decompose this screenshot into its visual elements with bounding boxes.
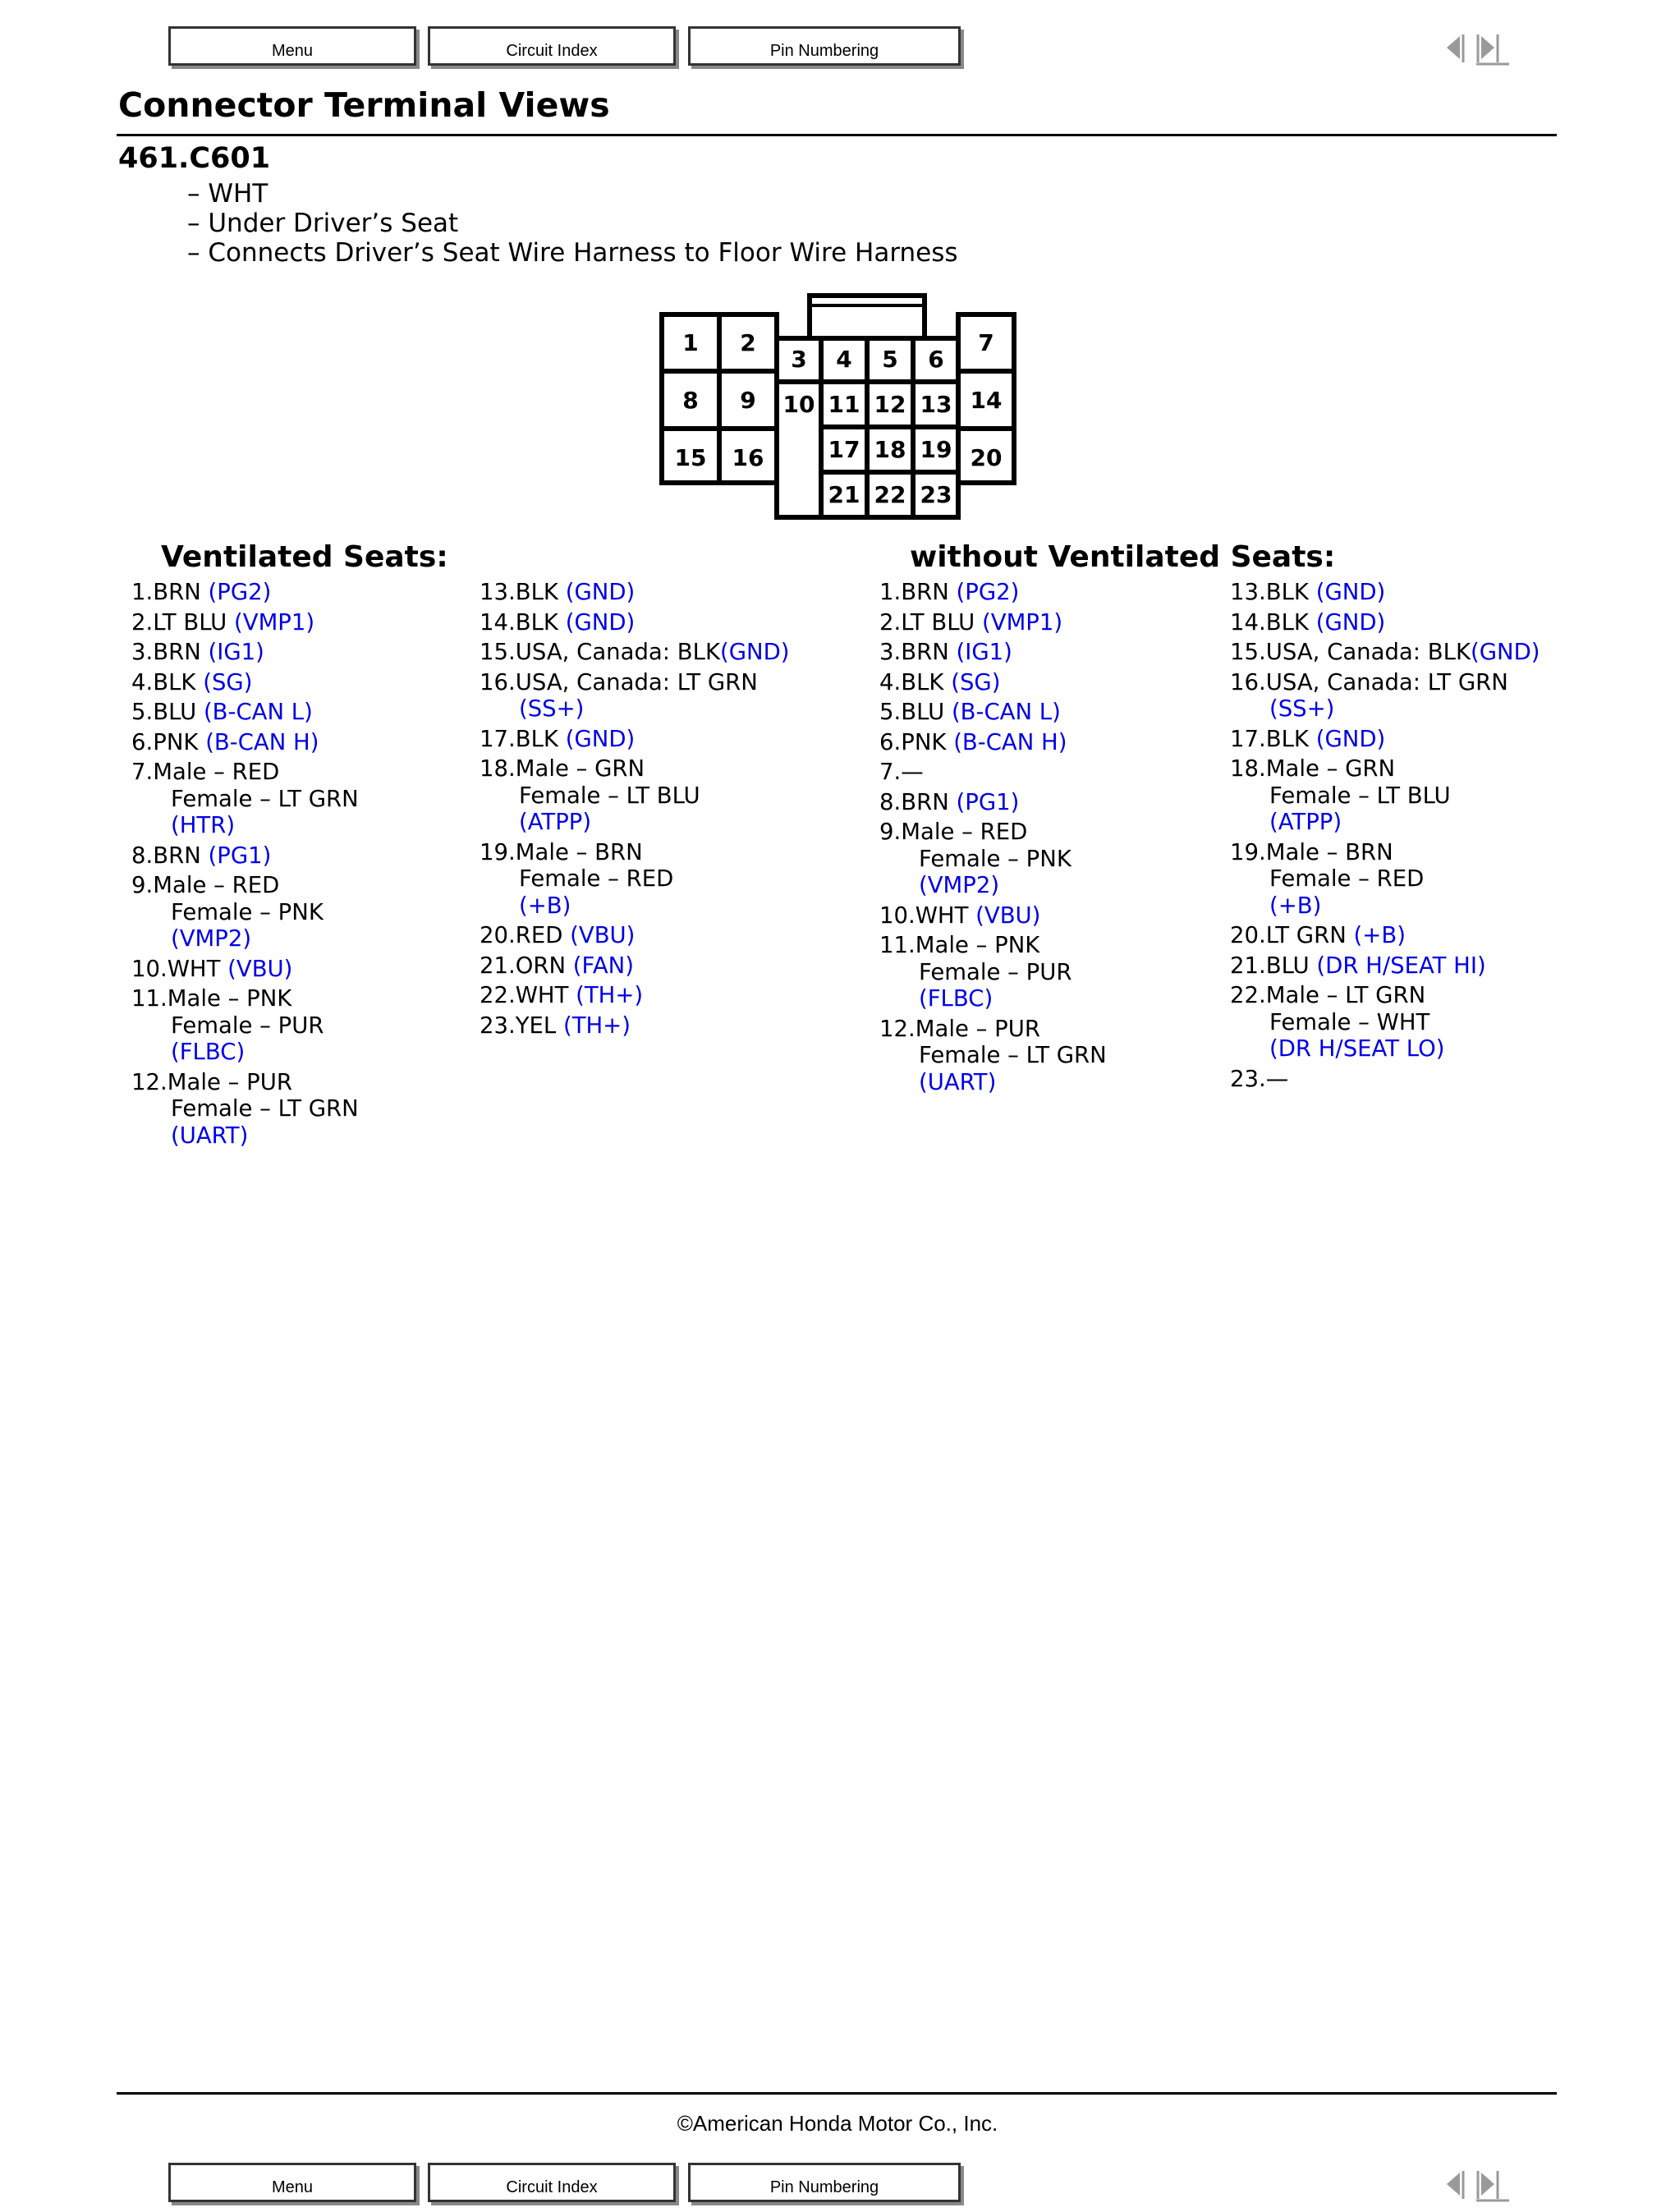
page-navigation-arrows xyxy=(1443,2166,1512,2204)
signal-name: (GND) xyxy=(558,725,636,752)
pin-number: 21. xyxy=(1230,952,1266,979)
signal-name: (ATPP) xyxy=(1269,809,1342,835)
pin-entry xyxy=(131,639,501,666)
signal-name: (FAN) xyxy=(566,952,634,979)
wire-color: PNK xyxy=(901,728,947,755)
pin-10-label: 10 xyxy=(782,391,815,418)
pin-number: 21. xyxy=(480,952,516,979)
pin-entry xyxy=(131,609,501,636)
without-ventilated-pins-13-23 xyxy=(1230,579,1599,1095)
pin-entry xyxy=(879,902,1249,929)
signal-name: (B-CAN L) xyxy=(944,699,1061,725)
pin-number: 4. xyxy=(131,668,154,695)
pin-entry xyxy=(131,1069,501,1150)
pin-number: 11. xyxy=(879,932,916,958)
wire-color: Male – PUR xyxy=(167,1068,292,1095)
pin-number: 17. xyxy=(480,725,516,752)
pin-7-label: 7 xyxy=(978,329,994,356)
pin-5-label: 5 xyxy=(882,346,898,373)
pin-8-label: 8 xyxy=(682,387,699,414)
female-wire-color: Female – LT BLU xyxy=(519,782,700,809)
female-wire-color: Female – LT GRN xyxy=(171,785,359,812)
pin-number: 23. xyxy=(480,1012,516,1039)
wire-color: Male – BRN xyxy=(1265,838,1393,865)
pin-entry xyxy=(879,759,1249,786)
pin-entry xyxy=(1230,579,1599,606)
wire-color: USA, Canada: LT GRN xyxy=(515,668,758,695)
wire-color: Male – PUR xyxy=(915,1015,1040,1042)
pin-14-label: 14 xyxy=(970,387,1003,414)
pin-entry xyxy=(879,699,1249,726)
pin-number: 3. xyxy=(131,639,154,665)
pin-18-label: 18 xyxy=(874,436,906,463)
wire-color: Male – BRN xyxy=(515,838,643,865)
pin-entry xyxy=(480,579,849,606)
wire-color: BLK xyxy=(901,668,944,695)
female-wire-color: Female – PNK xyxy=(171,898,324,925)
female-wire-color: Female – RED xyxy=(519,865,674,892)
pin-number: 6. xyxy=(131,728,154,755)
pin-number: 13. xyxy=(480,579,516,605)
wire-color: RED xyxy=(515,922,563,948)
signal-name: (VBU) xyxy=(562,922,636,948)
wire-color: USA, Canada: LT GRN xyxy=(1265,668,1508,695)
pin-entry xyxy=(1230,952,1599,980)
pin-entry xyxy=(879,669,1249,696)
pin-numbering-button[interactable]: Pin Numbering xyxy=(688,26,961,66)
signal-name: (VMP2) xyxy=(919,872,1000,898)
signal-name: (UART) xyxy=(171,1122,249,1149)
pin-entry xyxy=(131,842,501,870)
pin-number: 22. xyxy=(1230,982,1266,1008)
signal-name: (FLBC) xyxy=(919,985,994,1012)
wire-color: LT GRN xyxy=(1265,922,1347,948)
signal-name: (ATPP) xyxy=(519,809,592,835)
signal-name: (PG1) xyxy=(200,842,272,869)
wire-color: BLU xyxy=(153,699,197,725)
pin-9-label: 9 xyxy=(740,387,756,414)
pin-entry xyxy=(1230,669,1599,723)
signal-name: (DR H/SEAT LO) xyxy=(1269,1035,1445,1062)
pin-number: 17. xyxy=(1230,725,1266,752)
signal-name: (HTR) xyxy=(171,812,236,838)
pin-number: 7. xyxy=(131,759,154,785)
wire-color: Male – RED xyxy=(901,819,1028,845)
circuit-index-button[interactable]: Circuit Index xyxy=(428,26,676,66)
signal-name: (IG1) xyxy=(200,639,264,665)
pin-number: 6. xyxy=(879,728,902,755)
signal-name: (SS+) xyxy=(1269,695,1335,722)
female-wire-color: Female – LT GRN xyxy=(171,1095,359,1122)
pin-entry xyxy=(480,1012,849,1039)
pin-17-label: 17 xyxy=(828,436,860,463)
menu-button[interactable]: Menu xyxy=(168,26,416,66)
pin-number: 9. xyxy=(879,819,902,845)
pin-entry xyxy=(131,872,501,952)
wire-color: BRN xyxy=(901,639,949,665)
connector-color: – WHT xyxy=(187,179,268,209)
wire-color: BLU xyxy=(1265,952,1310,979)
pin-number: 9. xyxy=(131,872,154,898)
signal-name: (B-CAN L) xyxy=(196,699,313,725)
pin-entry xyxy=(879,932,1249,1012)
pin-13-label: 13 xyxy=(920,391,952,418)
pin-2-label: 2 xyxy=(740,329,756,356)
previous-page-icon[interactable] xyxy=(1447,2171,1463,2199)
pin-4-label: 4 xyxy=(836,346,852,373)
pin-entry xyxy=(879,639,1249,666)
pin-number: 5. xyxy=(131,699,154,725)
signal-name: (PG1) xyxy=(948,788,1020,815)
signal-name: (VMP1) xyxy=(227,608,315,636)
wire-color: BRN xyxy=(153,639,201,665)
signal-name: (DR H/SEAT HI) xyxy=(1309,952,1486,979)
pin-entry xyxy=(879,729,1249,756)
pin-number: 13. xyxy=(1230,579,1266,605)
pin-entry xyxy=(1230,839,1599,920)
signal-name: (TH+) xyxy=(556,1012,631,1039)
ventilated-pins-13-23 xyxy=(480,579,849,1042)
pin-entry xyxy=(480,839,849,920)
signal-name: (GND) xyxy=(1471,639,1540,665)
pin-entry xyxy=(131,699,501,726)
female-wire-color: Female – PUR xyxy=(919,958,1072,985)
pin-entry xyxy=(131,956,501,983)
copyright: ©American Honda Motor Co., Inc. xyxy=(677,2111,998,2136)
pin-number: 20. xyxy=(1230,922,1266,948)
pin-3-label: 3 xyxy=(791,346,807,373)
ventilated-seats-heading: Ventilated Seats: xyxy=(161,540,448,574)
wire-color: ORN xyxy=(515,952,567,979)
signal-name: (PG2) xyxy=(948,579,1020,605)
pin-entry xyxy=(879,609,1249,636)
wire-color: USA, Canada: BLK xyxy=(1265,639,1471,665)
pin-21-label: 21 xyxy=(828,481,860,508)
pin-numbering-button[interactable]: Pin Numbering xyxy=(688,2163,961,2202)
pin-entry xyxy=(131,729,501,756)
pin-12-label: 12 xyxy=(874,391,906,418)
connector-location: – Under Driver’s Seat xyxy=(187,209,459,238)
pin-entry xyxy=(1230,609,1599,636)
pin-entry xyxy=(480,922,849,949)
pin-number: 8. xyxy=(131,842,154,869)
wire-color: BLK xyxy=(515,608,558,636)
wire-color: Male – RED xyxy=(153,872,280,898)
signal-name: (B-CAN H) xyxy=(946,728,1067,755)
pin-number: 7. xyxy=(879,759,902,785)
female-wire-color: Female – RED xyxy=(1269,865,1425,892)
wire-color: Male – GRN xyxy=(1265,755,1396,782)
ventilated-pins-1-12 xyxy=(131,579,501,1152)
female-wire-color: Female – PUR xyxy=(171,1012,324,1039)
wire-color: BLK xyxy=(515,725,558,752)
pin-number: 4. xyxy=(879,668,902,695)
wire-color: PNK xyxy=(153,728,199,755)
next-page-icon[interactable] xyxy=(1476,2171,1509,2201)
pin-entry xyxy=(879,1016,1249,1096)
wire-color: BRN xyxy=(153,842,201,869)
wire-color: BLU xyxy=(901,699,945,725)
pin-22-label: 22 xyxy=(874,481,906,508)
page-title: Connector Terminal Views xyxy=(118,85,610,125)
without-ventilated-pins-1-12 xyxy=(879,579,1249,1099)
pin-20-label: 20 xyxy=(970,444,1003,471)
female-wire-color: Female – LT BLU xyxy=(1269,782,1451,809)
signal-name: (GND) xyxy=(1308,725,1386,752)
pin-entry xyxy=(1230,922,1599,949)
pin-number: 19. xyxy=(1230,838,1266,865)
signal-name: (SG) xyxy=(195,668,253,695)
wire-color: WHT xyxy=(167,955,221,982)
signal-name: (PG2) xyxy=(200,579,272,605)
wire-color: Male – RED xyxy=(153,759,280,785)
pin-entry xyxy=(131,759,501,839)
pin-23-label: 23 xyxy=(920,481,952,508)
pin-1-label: 1 xyxy=(682,329,699,356)
pin-entry xyxy=(879,579,1249,606)
pin-number: 12. xyxy=(131,1068,168,1095)
pin-number: 15. xyxy=(1230,639,1266,665)
bottom-navigation xyxy=(0,2163,1675,2212)
pin-15-label: 15 xyxy=(674,444,707,471)
signal-name: (VBU) xyxy=(220,955,293,982)
wire-color: BLK xyxy=(1265,725,1309,752)
pin-number: 3. xyxy=(879,639,902,665)
signal-name: (+B) xyxy=(1346,922,1406,948)
menu-button[interactable]: Menu xyxy=(168,2163,416,2202)
wire-color: Male – PNK xyxy=(915,932,1040,958)
signal-name: (+B) xyxy=(1269,892,1322,919)
wire-color: Male – PNK xyxy=(167,985,292,1012)
wire-color: LT BLU xyxy=(901,608,975,636)
pin-number: 10. xyxy=(131,955,168,982)
signal-name: (GND) xyxy=(558,579,636,605)
signal-name: (FLBC) xyxy=(171,1039,246,1065)
wire-color: WHT xyxy=(515,982,569,1008)
pin-number: 1. xyxy=(879,579,902,605)
pin-entry xyxy=(879,789,1249,816)
pin-entry xyxy=(480,982,849,1009)
pin-16-label: 16 xyxy=(732,444,764,471)
pin-entry xyxy=(1230,726,1599,753)
wire-color: — xyxy=(901,759,924,785)
signal-name: (GND) xyxy=(720,639,790,665)
wire-color: — xyxy=(1265,1065,1289,1092)
pin-entry xyxy=(1230,755,1599,836)
pin-entry xyxy=(480,755,849,836)
connector-id: 461.C601 xyxy=(118,142,271,175)
signal-name: (IG1) xyxy=(948,639,1012,665)
pin-11-label: 11 xyxy=(828,391,860,418)
pin-entry xyxy=(480,726,849,753)
circuit-index-button[interactable]: Circuit Index xyxy=(428,2163,676,2202)
pin-entry xyxy=(131,669,501,696)
signal-name: (B-CAN H) xyxy=(198,728,319,755)
female-wire-color: Female – WHT xyxy=(1269,1008,1430,1035)
pin-entry xyxy=(480,952,849,980)
pin-number: 14. xyxy=(480,608,516,636)
pin-number: 5. xyxy=(879,699,902,725)
pin-number: 14. xyxy=(1230,608,1266,636)
wire-color: USA, Canada: BLK xyxy=(515,639,720,665)
pin-number: 10. xyxy=(879,902,916,929)
wire-color: BLK xyxy=(515,579,558,605)
pin-entry xyxy=(480,609,849,636)
pin-number: 8. xyxy=(879,788,902,815)
pin-entry xyxy=(1230,639,1599,666)
wire-color: BRN xyxy=(901,579,949,605)
signal-name: (UART) xyxy=(919,1068,997,1095)
pin-number: 12. xyxy=(879,1015,916,1042)
pin-entry xyxy=(879,819,1249,899)
pin-number: 11. xyxy=(131,985,168,1012)
pin-19-label: 19 xyxy=(920,436,952,463)
signal-name: (TH+) xyxy=(568,982,644,1008)
pin-entry xyxy=(1230,1066,1599,1093)
pin-6-label: 6 xyxy=(928,346,944,373)
pin-number: 20. xyxy=(480,922,516,948)
connector-diagram xyxy=(0,0,1675,575)
pin-number: 16. xyxy=(480,668,516,695)
connector-lock-tab xyxy=(810,296,925,338)
signal-name: (VBU) xyxy=(968,902,1041,929)
footer-divider xyxy=(117,2092,1557,2095)
pin-entry xyxy=(131,579,501,606)
pin-number: 22. xyxy=(480,982,516,1008)
signal-name: (GND) xyxy=(558,608,636,636)
wire-color: LT BLU xyxy=(153,608,227,636)
without-ventilated-seats-heading: without Ventilated Seats: xyxy=(910,540,1336,574)
signal-name: (SS+) xyxy=(519,695,585,722)
pin-entry xyxy=(1230,982,1599,1062)
pin-entry xyxy=(131,985,501,1066)
signal-name: (VMP1) xyxy=(975,608,1063,636)
signal-name: (+B) xyxy=(519,892,571,919)
pin-number: 16. xyxy=(1230,668,1266,695)
wire-color: Male – LT GRN xyxy=(1265,982,1426,1008)
connector-connection: – Connects Driver’s Seat Wire Harness to Floor Wire Harness xyxy=(187,238,958,268)
pin-entry xyxy=(480,669,849,723)
pin-number: 15. xyxy=(480,639,516,665)
wire-color: BLK xyxy=(1265,579,1309,605)
pin-number: 1. xyxy=(131,579,154,605)
female-wire-color: Female – LT GRN xyxy=(919,1042,1107,1068)
wire-color: BRN xyxy=(153,579,201,605)
wire-color: BLK xyxy=(153,668,196,695)
pin-number: 2. xyxy=(131,608,154,636)
pin-number: 18. xyxy=(480,755,516,782)
wire-color: WHT xyxy=(915,902,969,929)
pin-entry xyxy=(480,639,849,666)
wire-color: BRN xyxy=(901,788,949,815)
signal-name: (GND) xyxy=(1308,579,1386,605)
signal-name: (SG) xyxy=(943,668,1001,695)
pin-number: 19. xyxy=(480,838,516,865)
wire-color: BLK xyxy=(1265,608,1309,636)
wire-color: Male – GRN xyxy=(515,755,645,782)
pin-number: 18. xyxy=(1230,755,1266,782)
female-wire-color: Female – PNK xyxy=(919,845,1072,872)
pin-number: 23. xyxy=(1230,1065,1266,1092)
signal-name: (GND) xyxy=(1308,608,1386,636)
pin-number: 2. xyxy=(879,608,902,636)
wire-color: YEL xyxy=(515,1012,557,1039)
signal-name: (VMP2) xyxy=(171,925,252,952)
